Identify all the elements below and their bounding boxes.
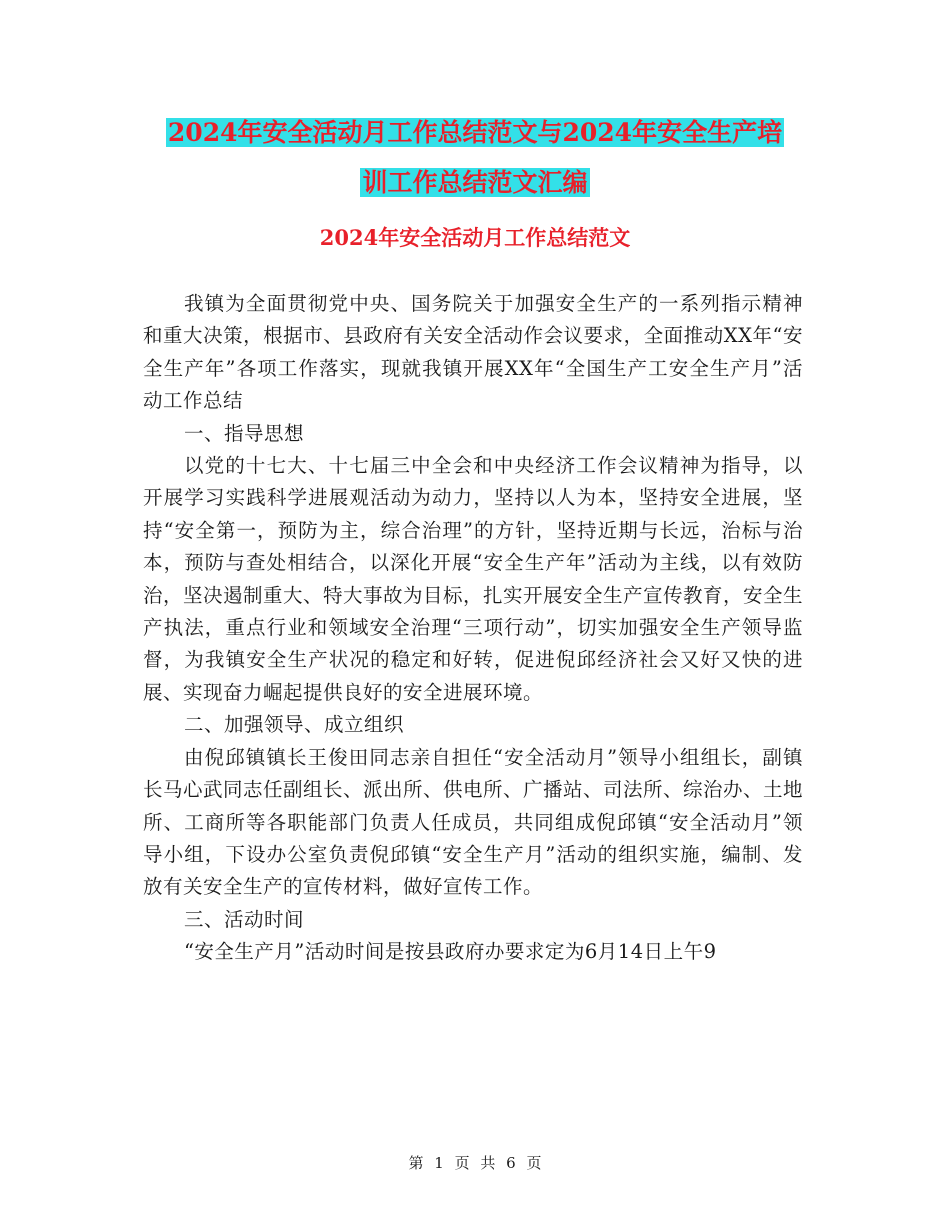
document-title: [0, 108, 950, 208]
heading-guiding-ideology: 一、指导思想: [183, 421, 304, 445]
title-line-2: 训工作总结范文汇编: [362, 168, 588, 197]
page-indicator: 第 1 页 共 6 页: [408, 1154, 542, 1172]
title-line-1: 2024年安全活动月工作总结范文与2024年安全生产培: [167, 118, 783, 147]
heading-activity-time: 三、活动时间: [183, 907, 304, 931]
paragraph-intro: 我镇为全面贯彻党中央、国务院关于加强安全生产的一系列指示精神和重大决策，根据市、县政府有关安全活动作会议要求，全面推动XX年“安全生产年”各项工作落实，现就我镇开展XX年“全国生产工安全生产月”活动工作总结: [143, 292, 803, 413]
paragraph-guiding-ideology: 以党的十七大、十七届三中全会和中央经济工作会议精神为指导，以开展学习实践科学进展观活动为动力，坚持以人为本，坚持安全进展，坚持“安全第一，预防为主，综合治理”的方针，坚持近期与长远，治标与治本，预防与查处相结合，以深化开展“安全生产年”活动为主线，以有效防治，坚决遏制重大、特大事故为目标，扎实开展安全生产宣传教育，安全生产执法，重点行业和领域安全治理“三项行动”，切实加强安全生产领导监督，为我镇安全生产状况的稳定和好转，促进倪邱经济社会又好又快的进展、实现奋力崛起提供良好的安全进展环境。: [143, 454, 804, 704]
heading-leadership: 二、加强领导、成立组织: [183, 713, 404, 737]
paragraph-activity-time: “安全生产月”活动时间是按县政府办要求定为6月14日上午9: [183, 940, 717, 964]
section-title: 2024年安全活动月工作总结范文: [319, 225, 631, 250]
paragraph-leadership: 由倪邱镇镇长王俊田同志亲自担任“安全活动月”领导小组组长，副镇长马心武同志任副组长、派出所、供电所、广播站、司法所、综治办、土地所、工商所等各职能部门负责人任成员，共同组成倪邱镇“安全活动月”领导小组，下设办公室负责倪邱镇“安全生产月”活动的组织实施，编制、发放有关安全生产的宣传材料，做好宣传工作。: [143, 745, 804, 899]
document-body: [143, 288, 803, 969]
